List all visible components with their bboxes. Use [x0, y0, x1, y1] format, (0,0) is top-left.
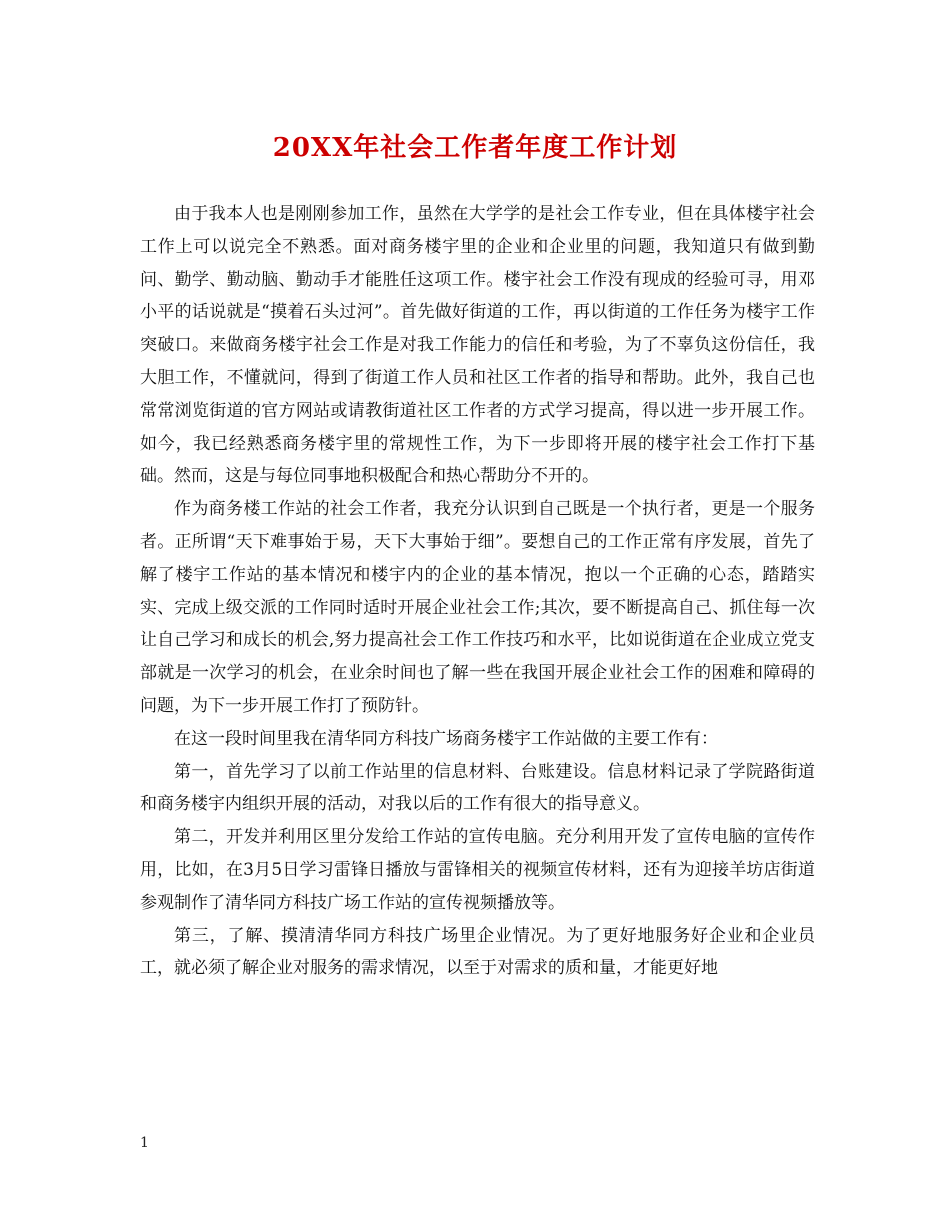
paragraph-1: 由于我本人也是刚刚参加工作，虽然在大学学的是社会工作专业，但在具体楼宇社会工作上可以说完全不熟悉。面对商务楼宇里的企业和企业里的问题，我知道只有做到勤问、勤学、勤动脑、勤动手才能胜任这项工作。楼宇社会工作没有现成的经验可寻，用邓小平的话说就是“摸着石头过河”。首先做好街道的工作，再以街道的工作任务为楼宇工作突破口。来做商务楼宇社会工作是对我工作能力的信任和考验，为了不辜负这份信任，我大胆工作，不懂就问，得到了街道工作人员和社区工作者的指导和帮助。此外，我自己也常常浏览街道的官方网站或请教街道社区工作者的方式学习提高，得以进一步开展工作。如今，我已经熟悉商务楼宇里的常规性工作，为下一步即将开展的楼宇社会工作打下基础。然而，这是与每位同事地积极配合和热心帮助分不开的。 — [140, 204, 815, 487]
paragraph-2: 作为商务楼工作站的社会工作者，我充分认识到自己既是一个执行者，更是一个服务者。正所谓“天下难事始于易，天下大事始于细”。要想自己的工作正常有序发展，首先了解了楼宇工作站的基本情况和楼宇内的企业的基本情况，抱以一个正确的心态，踏踏实实、完成上级交派的工作同时适时开展企业社会工作;其次，要不断提高自己、抓住每一次让自己学习和成长的机会,努力提高社会工作工作技巧和水平，比如说街道在企业成立党支部就是一次学习的机会，在业余时间也了解一些在我国开展企业社会工作的困难和障碍的问题，为下一步开展工作打了预防针。 — [140, 499, 815, 716]
paragraph-3: 在这一段时间里我在清华同方科技广场商务楼宇工作站做的主要工作有： — [174, 728, 718, 749]
paragraph-5: 第二，开发并利用区里分发给工作站的宣传电脑。充分利用开发了宣传电脑的宣传作用，比如，在3月5日学习雷锋日播放与雷锋相关的视频宣传材料，还有为迎接羊坊店街道参观制作了清华同方科技广场工作站的宣传视频播放等。 — [140, 827, 815, 913]
paragraph-4: 第一，首先学习了以前工作站里的信息材料、台账建设。信息材料记录了学院路街道和商务楼宇内组织开展的活动，对我以后的工作有很大的指导意义。 — [140, 761, 815, 815]
document-title: 20XX年社会工作者年度工作计划 — [272, 133, 678, 163]
document-body — [140, 198, 815, 985]
paragraph-6: 第三，了解、摸清清华同方科技广场里企业情况。为了更好地服务好企业和企业员工，就必须了解企业对服务的需求情况，以至于对需求的质和量，才能更好地 — [140, 925, 815, 979]
page-number: 1 — [140, 1135, 149, 1151]
